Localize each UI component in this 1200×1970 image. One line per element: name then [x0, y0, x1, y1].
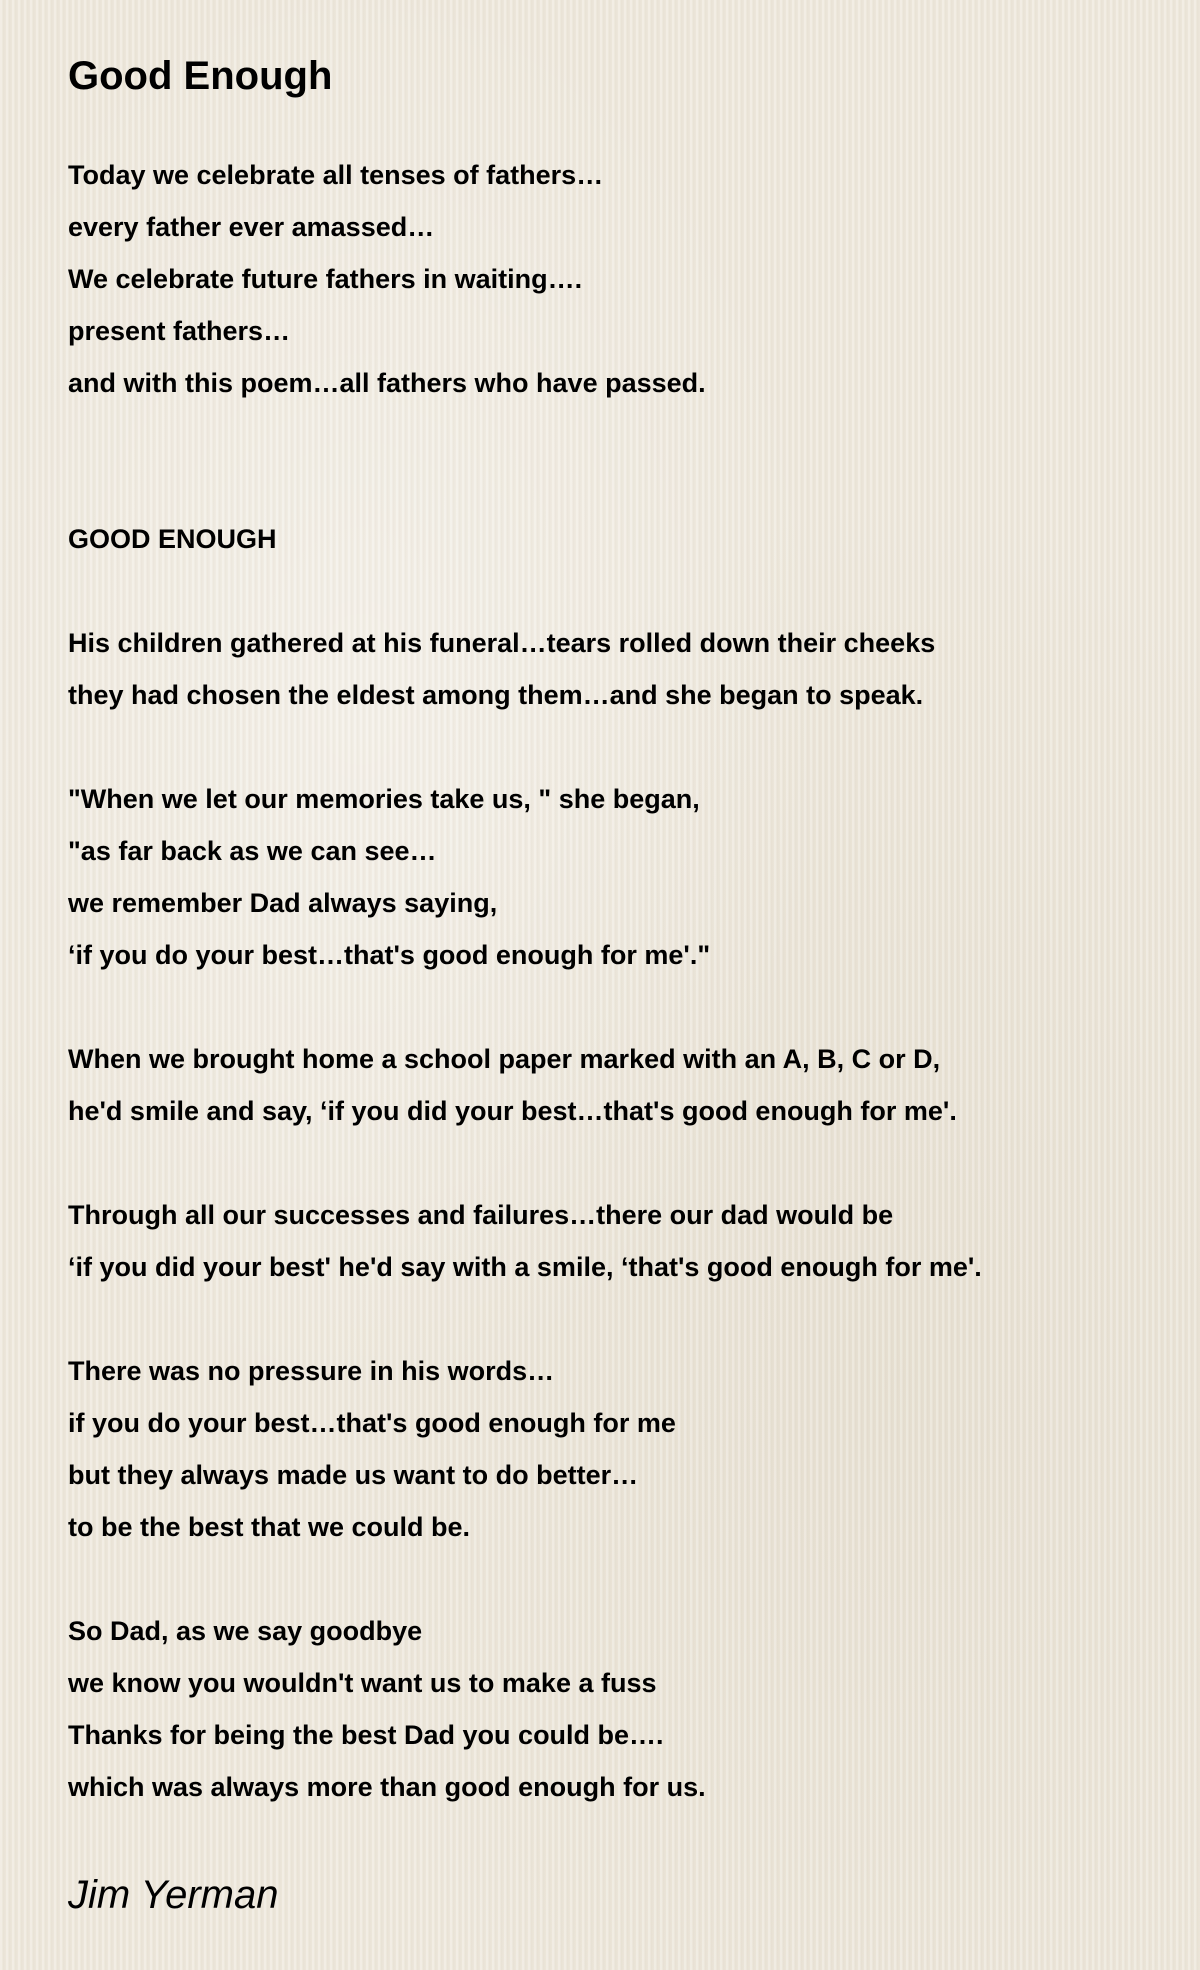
blank-line [68, 409, 982, 461]
poem-line: but they always made us want to do better… [68, 1460, 639, 1490]
poem-body [68, 149, 982, 1813]
blank-line [68, 981, 982, 1033]
poem-line: he'd smile and say, ‘if you did your best…that's good enough for me'. [68, 1096, 957, 1126]
poem-line: We celebrate future fathers in waiting…. [68, 264, 583, 294]
poem-line: every father ever amassed… [68, 212, 435, 242]
poem-line: "as far back as we can see… [68, 836, 437, 866]
poem-line: Today we celebrate all tenses of fathers… [68, 160, 604, 190]
poem-line: if you do your best…that's good enough for me [68, 1408, 676, 1438]
blank-line [68, 565, 982, 617]
poem-line: Through all our successes and failures…there our dad would be [68, 1200, 894, 1230]
blank-line [68, 1553, 982, 1605]
poem-line: There was no pressure in his words… [68, 1356, 555, 1386]
poem-line: they had chosen the eldest among them…and she began to speak. [68, 680, 924, 710]
poem-line: we know you wouldn't want us to make a fuss [68, 1668, 657, 1698]
poem-line: His children gathered at his funeral…tears rolled down their cheeks [68, 628, 936, 658]
poem-line: "When we let our memories take us, " she began, [68, 784, 700, 814]
poem-line: and with this poem…all fathers who have passed. [68, 368, 706, 398]
poem-line: present fathers… [68, 316, 291, 346]
poem-title: Good Enough [68, 54, 333, 98]
poem-line: Thanks for being the best Dad you could be…. [68, 1720, 664, 1750]
poem-line: to be the best that we could be. [68, 1512, 471, 1542]
blank-line [68, 1293, 982, 1345]
poem-line: So Dad, as we say goodbye [68, 1616, 423, 1646]
poem-line: When we brought home a school paper marked with an A, B, C or D, [68, 1044, 941, 1074]
blank-line [68, 461, 982, 513]
poem-line: we remember Dad always saying, [68, 888, 498, 918]
poem-line: ‘if you do your best…that's good enough for me'." [68, 940, 711, 970]
blank-line [68, 721, 982, 773]
poem-line: GOOD ENOUGH [68, 524, 277, 554]
poem-author: Jim Yerman [68, 1873, 279, 1917]
poem-line: ‘if you did your best' he'd say with a smile, ‘that's good enough for me'. [68, 1252, 982, 1282]
blank-line [68, 1137, 982, 1189]
poem-line: which was always more than good enough for us. [68, 1772, 706, 1802]
